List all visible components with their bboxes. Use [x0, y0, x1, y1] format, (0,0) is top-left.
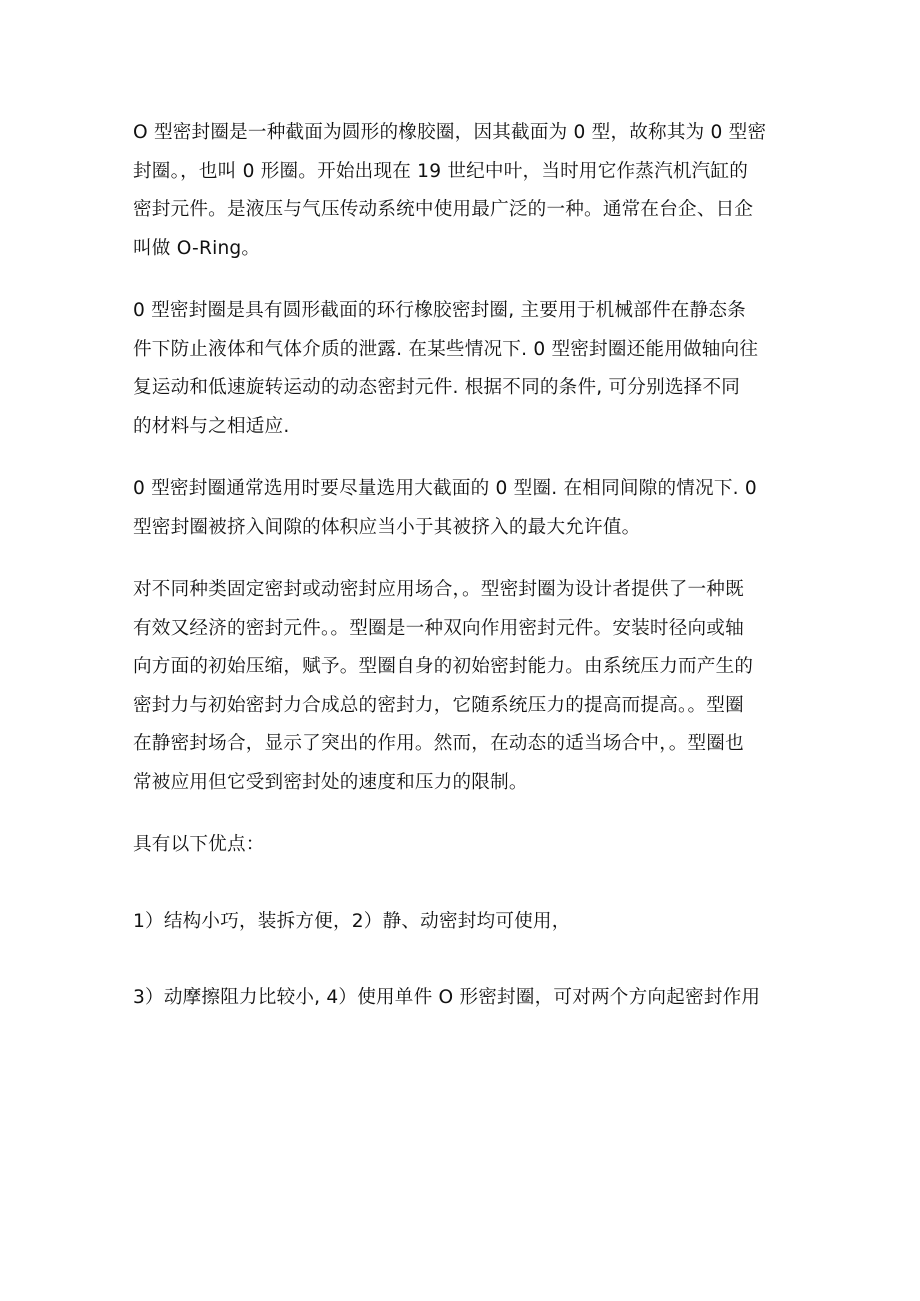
paragraph-applications [133, 571, 797, 802]
paragraph-selection [133, 470, 797, 547]
paragraph-advantages-heading [133, 826, 797, 865]
text-line: 封圈。，也叫 0 形圈。开始出现在 19 世纪中叶，当时用它作蒸汽机汽缸的 [133, 160, 749, 182]
list-item-advantages-1-2 [133, 903, 797, 942]
text-line: 密封元件。是液压与气压传动系统中使用最广泛的一种。通常在台企、日企 [133, 199, 754, 220]
paragraph-intro [133, 114, 797, 268]
text-line: 对不同种类固定密封或动密封应用场合，。型密封圈为设计者提供了一种既 [133, 579, 744, 600]
text-line: 叫做 O-Ring。 [133, 237, 261, 259]
text-line: 有效又经济的密封元件。。型圈是一种双向作用密封元件。安装时径向或轴 [133, 617, 744, 639]
text-line: 密封力与初始密封力合成总的密封力，它随系统压力的提高而提高。。型圈 [133, 694, 744, 716]
paragraph-definition [133, 292, 797, 446]
text-line: 在静密封场合，显示了突出的作用。然而，在动态的适当场合中，。型圈也 [133, 733, 744, 754]
text-line: 的材料与之相适应. [133, 415, 290, 437]
list-item-advantages-3-4 [133, 979, 797, 1018]
text-line: 型密封圈被挤入间隙的体积应当小于其被挤入的最大允许值。 [133, 516, 641, 538]
text-line: 复运动和低速旋转运动的动态密封元件. 根据不同的条件, 可分别选择不同 [133, 377, 741, 398]
text-line: 3）动摩擦阻力比较小, 4）使用单件 O 形密封圈，可对两个方向起密封作用 [133, 987, 761, 1008]
text-line: 常被应用但它受到密封处的速度和压力的限制。 [133, 771, 528, 793]
text-line: 具有以下优点： [133, 834, 265, 855]
text-line: 0 型密封圈是具有圆形截面的环行橡胶密封圈, 主要用于机械部件在静态条 [133, 300, 746, 321]
text-line: 1）结构小巧，装拆方便，2）静、动密封均可使用， [133, 910, 571, 932]
text-line: 0 型密封圈通常选用时要尽量选用大截面的 0 型圈. 在相同间隙的情况下. 0 [133, 478, 757, 499]
text-line: O 型密封圈是一种截面为圆形的橡胶圈，因其截面为 0 型，故称其为 0 型密 [133, 122, 767, 143]
text-line: 件下防止液体和气体介质的泄露. 在某些情况下. 0 型密封圈还能用做轴向往 [133, 338, 759, 360]
document-body [133, 114, 797, 1056]
text-line: 向方面的初始压缩，赋予。型圈自身的初始密封能力。由系统压力而产生的 [133, 656, 754, 677]
